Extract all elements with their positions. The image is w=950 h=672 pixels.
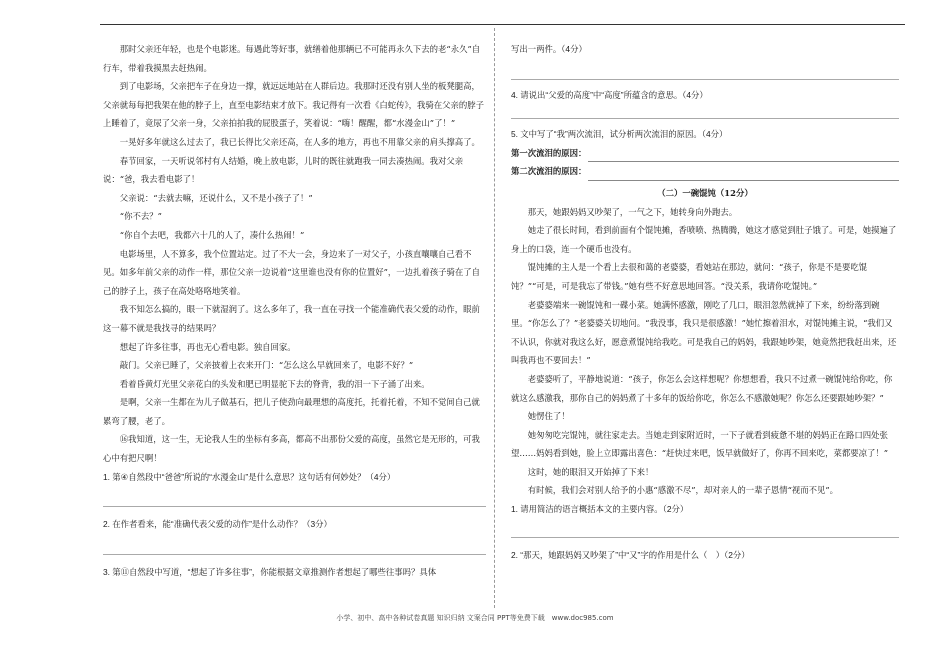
column-divider [494, 28, 495, 608]
left-para-14: ⑯我知道，这一生，无论我人生的坐标有多高，都高不出那份父爱的高度，虽然它是无形的，可我心中有把尺啊！ [103, 434, 480, 464]
question-3: 3. 第⑪自然段中写道，“想起了许多往事”，你能根据文章推测作者想起了哪些往事吗？具体 [103, 566, 437, 577]
first-tears-fill[interactable] [588, 149, 899, 162]
question-1: 1. 第④自然段中“爸爸”所说的“水漫金山”是什么意思？这句话有何妙处？（4分） [103, 471, 396, 482]
left-para-4: 春节回家，一天听说邻村有人结婚，晚上放电影，儿时的既往就跑我一同去凑热闹。我对父亲说：“爸，我去看电影了！ [103, 155, 464, 185]
left-column [103, 40, 486, 581]
first-tears-label: 第一次流泪的原因： [511, 147, 587, 158]
left-para-1: 那时父亲还年轻，也是个电影迷。每遇此等好事，就缮着他那辆已不可能再永久下去的老“永久”自行车，带着我摸黑去赶热闹。 [103, 44, 481, 73]
left-para-5: 父亲说：“去就去嘛，还说什么，又不是小孩子了！” [119, 192, 313, 203]
left-para-8: 电影场里，人不算多，我个位置站定。过了不大一会，身边来了一对父子，小孩直嚷嚷自己看不见。如多年前父亲的动作一样，那位父亲一边说着“这里谁也没有你的位置好”，一边扎着孩子骑在了自己的脖子上，孩子在高处咯咯地笑着。 [103, 248, 481, 296]
right-para-6: 她愣住了！ [527, 411, 570, 422]
question-3-continued: 写出一两件。（4分） [511, 44, 587, 54]
right-para-1: 那天，她跟妈妈又吵架了，一气之下，她转身向外跑去。 [527, 206, 738, 217]
second-tears-fill[interactable] [588, 168, 899, 181]
left-para-10: 想起了许多往事，再也无心看电影。独自回家。 [119, 341, 296, 352]
section-title: （二）一碗馄饨（12分） [657, 187, 753, 198]
left-para-12: 看着昏黄灯光里父亲花白的头发和肥已明显驼下去的脊背，我的泪一下子涌了出来。 [119, 378, 430, 389]
left-para-6: “你不去？” [119, 211, 162, 222]
right-para-7: 她匆匆吃完馄饨，就往家走去。当她走到家附近时，一下子就看到疲惫不堪的妈妈正在路口四处张望……妈妈看到她，脸上立即露出喜色：“赶快过来吧，饭早就做好了，你再不回来吃，菜都要凉了！” [511, 429, 889, 459]
question-7: 2. “那天，她跟妈妈又吵架了”中“又”字的作用是什么（ ）（2分） [511, 549, 750, 560]
second-tears-reason[interactable] [511, 162, 899, 181]
question-6: 1. 请用简洁的语言概括本文的主要内容。（2分） [511, 504, 689, 515]
second-tears-label: 第二次流泪的原因： [511, 166, 587, 177]
right-column [511, 40, 899, 564]
question-5: 5. 文中写了“我”两次流泪，试分析两次流泪的原因。（4分） [511, 129, 728, 140]
first-tears-reason[interactable] [511, 144, 899, 163]
question-2: 2. 在作者看来，能“准确代表父爱的动作”是什么动作？（3分） [103, 519, 332, 530]
right-para-3: 馄饨摊的主人是一个看上去很和蔼的老婆婆，看她站在那边，就问：“孩子，你是不是要吃馄饨？”“可是，可是我忘了带钱。”她有些不好意思地回答。“没关系，我请你吃馄饨。” [511, 262, 868, 291]
page-footer: 小学、初中、高中各种试卷真题 知识归纳 文案合同 PPT等免费下载 www.doc985.com [336, 614, 614, 622]
top-rule [100, 24, 905, 25]
right-para-2: 她走了很长时间，看到前面有个馄饨摊，香喷喷、热腾腾，她这才感觉到肚子饿了。可是，她摸遍了身上的口袋，连一个硬币也没有。 [511, 225, 897, 254]
right-para-9: 有时候，我们会对别人给予的小惠“感激不尽”，却对亲人的一辈子恩情“视而不见”。 [527, 485, 839, 496]
left-para-2: 到了电影场，父亲把车子在身边一撑，就远远地站在人群后边。我那时还没有别人坐的板凳腿高，父亲就每每把我架在他的脖子上，直至电影结束才放下。我记得有一次看《白蛇传》，我骑在父亲的脖子上睡着了，竟尿了父亲一身，父亲拍拍我的屁股蛋子，笑着说：“嗨！醒醒，都“水漫金山”了！” [103, 81, 485, 129]
left-para-11: 敲门。父亲已睡了，父亲披着上衣来开门：“怎么这么早就回来了，电影不好？” [119, 360, 414, 371]
left-para-13: 是啊，父亲一生都在为儿子做基石，把儿子使劲向最理想的高度托，托着托着，不知不觉间自己就累弯了腰，老了。 [103, 397, 480, 426]
left-para-9: 我不知怎么搞的，眼一下就湿润了。这么多年了，我一直在寻找一个能准确代表父爱的动作，眼前这一幕不就是我找寻的结果吗？ [103, 304, 480, 333]
left-para-3: 一晃好多年就这么过去了，我已长得比父亲还高，在人多的地方，再也不用靠父亲的肩头撑高了。 [119, 136, 480, 147]
left-para-7: “你自个去吧，我都六十几的人了，凑什么热闹！” [119, 229, 305, 240]
right-para-8: 这时，她的眼泪又开始掉了下来！ [527, 466, 654, 477]
question-4: 4. 请说出“父爱的高度”中“高度”所蕴含的意思。（4分） [511, 89, 708, 100]
right-para-4: 老婆婆端来一碗馄饨和一碟小菜。她满怀感激，刚吃了几口，眼泪忽然就掉了下来，纷纷落到碗里。“你怎么了？”老婆婆关切地问。“我没事，我只是很感激！”她忙擦着泪水，对馄饨摊主说，“我们又不认识，你就对我这么好，愿意煮馄饨给我吃。可是我自己的妈妈，我跟她吵架，她竟然把我赶出来，还叫我再也不要回去！” [511, 299, 897, 366]
right-para-5: 老婆婆听了，平静地说道：“孩子，你怎么会这样想呢？你想想看，我只不过煮一碗馄饨给你吃，你就这么感激我，那你自己的妈妈煮了十多年的饭给你吃，你怎么不感激她呢？你怎么还要跟她吵架？” [511, 373, 893, 403]
